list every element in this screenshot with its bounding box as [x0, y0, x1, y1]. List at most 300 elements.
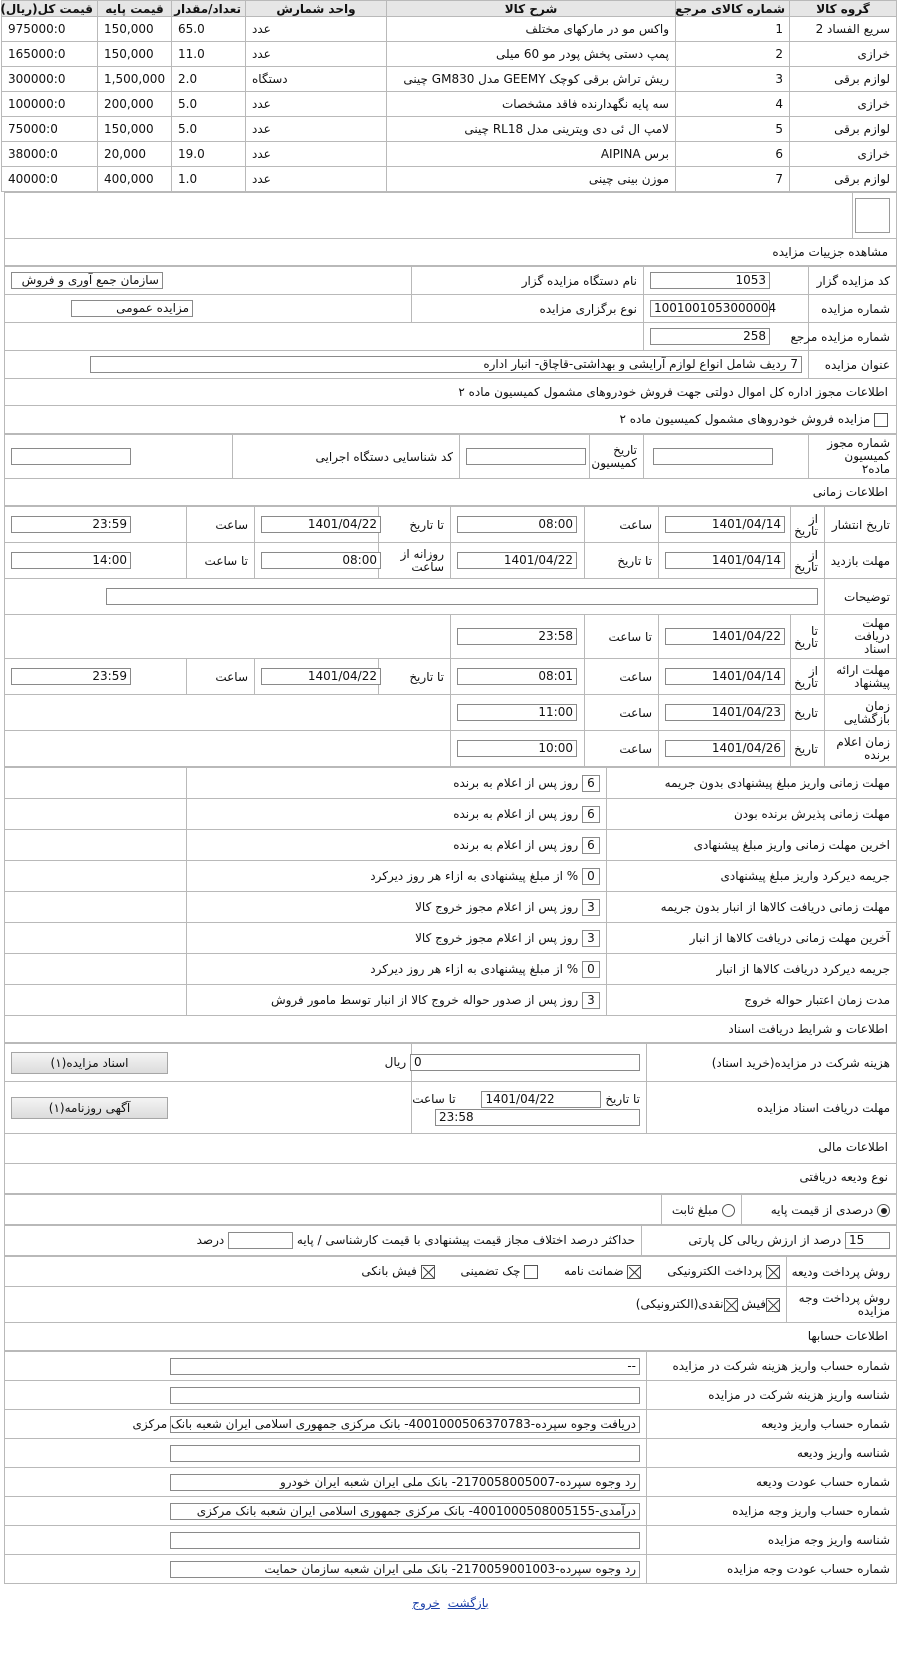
offer-hour-label: ساعت — [585, 659, 659, 695]
max-diff-text: حداکثر درصد اختلاف مجاز قیمت پیشنهادی با قیمت کارشناسی / پایه — [296, 1233, 635, 1247]
license-info: اطلاعات مجوز اداره کل اموال دولتی جهت فروش خودروهای مشمول کمیسیون ماده ۲ — [4, 379, 897, 406]
cell-base: 200,000 — [98, 92, 172, 117]
visit-to-hour-label: تا ساعت — [187, 543, 255, 579]
timing-title: اطلاعات زمانی — [4, 479, 897, 506]
visit-to-date[interactable]: 1401/04/22 — [457, 552, 577, 569]
cell-desc: سه پایه نگهدارنده فاقد مشخصات — [387, 92, 676, 117]
commission-date-cell — [460, 435, 590, 479]
doc-deadline2-label: مهلت دریافت اسناد مزایده — [647, 1082, 897, 1134]
subject-field-cell — [5, 351, 809, 379]
fee-field[interactable]: 0 — [410, 1054, 640, 1071]
winner-label: زمان اعلام برنده — [825, 731, 897, 767]
table-row — [2, 92, 897, 117]
visit-from-label: از تاریخ — [791, 543, 825, 579]
table-row — [2, 142, 897, 167]
account-row — [5, 1352, 897, 1381]
cell-unit: عدد — [246, 92, 387, 117]
period-value-cell — [187, 923, 607, 954]
accounts-grid — [4, 1351, 897, 1584]
visit-from-date-cell — [659, 543, 791, 579]
period-value[interactable]: 3 — [582, 930, 600, 947]
cell-total: 300000:0 — [2, 67, 98, 92]
pay-guarantee-checkbox[interactable] — [627, 1265, 641, 1279]
cell-total: 75000:0 — [2, 117, 98, 142]
doc-deadline2-time[interactable]: 23:58 — [435, 1109, 640, 1126]
timing-desc-label: توضیحات — [825, 579, 897, 615]
pay-cheque-label: چک تضمینی — [460, 1264, 521, 1279]
cell-ref: 7 — [676, 167, 790, 192]
table-row — [2, 117, 897, 142]
period-value-cell — [187, 985, 607, 1016]
period-value[interactable]: 0 — [582, 961, 600, 978]
visit-to-label: تا تاریخ — [585, 543, 659, 579]
cell-group: خرازی — [790, 92, 897, 117]
account-value[interactable]: -- — [170, 1358, 640, 1375]
details-title: مشاهده جزییات مزایده — [4, 239, 897, 266]
offer-to-label: تا تاریخ — [379, 659, 451, 695]
winner-date-cell — [659, 731, 791, 767]
cell-group: خرازی — [790, 142, 897, 167]
deposit-spacer — [5, 1195, 662, 1225]
account-row — [5, 1439, 897, 1468]
period-spacer — [5, 985, 187, 1016]
cell-total: 100000:0 — [2, 92, 98, 117]
offer-to-hour-label: ساعت — [187, 659, 255, 695]
visit-from-time[interactable]: 08:00 — [261, 552, 381, 569]
table-row — [2, 42, 897, 67]
pay-slip-label: فیش بانکی — [361, 1264, 417, 1279]
offer-from-time[interactable]: 08:01 — [457, 668, 577, 685]
account-value-cell — [5, 1410, 647, 1439]
period-suffix: % از مبلغ پیشنهادی به ازاء هر روز دیرکرد — [370, 961, 579, 976]
auction-pay-slip-checkbox[interactable] — [766, 1298, 780, 1312]
period-label: مهلت زمانی دریافت کالاها از انبار بدون جریمه — [607, 892, 897, 923]
code-field[interactable]: 1053 — [650, 272, 770, 289]
period-suffix: روز پس از اعلام به برنده — [453, 775, 579, 790]
auction-pay-cash-label: نقدی(الکترونیکی) — [635, 1297, 724, 1312]
ref-row-spacer — [5, 323, 644, 351]
publish-to-date[interactable]: 1401/04/22 — [261, 516, 381, 533]
auction-pay-cell — [5, 1287, 787, 1323]
doc-deadline-date-cell — [659, 615, 791, 659]
account-label: شماره حساب عودت وجه مزایده — [647, 1555, 897, 1584]
timing-grid — [4, 506, 897, 767]
cell-qty: 19.0 — [172, 142, 246, 167]
exec-id-field[interactable] — [11, 448, 131, 465]
finance-title: اطلاعات مالی — [4, 1134, 897, 1164]
auction-type-field[interactable]: مزایده عمومی — [71, 300, 193, 317]
account-value[interactable]: رد وجوه سپرده-2170059001003- بانک ملی ایران شعبه سازمان حمایت — [170, 1561, 640, 1578]
vehicle-checkbox-label: مزایده فروش خودروهای مشمول کمیسیون ماده ۲ — [619, 412, 871, 426]
deposit-type-label: نوع ودیعه دریافتی — [4, 1164, 897, 1194]
opening-hour-label: ساعت — [585, 695, 659, 731]
winner-date[interactable]: 1401/04/26 — [665, 740, 785, 757]
opening-time[interactable]: 11:00 — [457, 704, 577, 721]
opening-date-label: تاریخ — [791, 695, 825, 731]
period-value-cell — [187, 768, 607, 799]
cell-group: خرازی — [790, 42, 897, 67]
opening-spacer — [5, 695, 451, 731]
pay-electronic-checkbox[interactable] — [766, 1265, 780, 1279]
col-header-group: گروه کالا — [790, 1, 897, 17]
percent-option-cell — [742, 1195, 897, 1225]
pay-electronic-label: پرداخت الکترونیکی — [667, 1264, 763, 1279]
cell-qty: 1.0 — [172, 167, 246, 192]
period-spacer — [5, 861, 187, 892]
number-label: شماره مزایده — [809, 295, 897, 323]
cell-base: 20,000 — [98, 142, 172, 167]
publish-label: تاریخ انتشار — [825, 507, 897, 543]
visit-to-time-cell — [5, 543, 187, 579]
visit-to-time[interactable]: 14:00 — [11, 552, 131, 569]
table-row — [2, 67, 897, 92]
cell-base: 150,000 — [98, 17, 172, 42]
docs-button-cell — [5, 1044, 412, 1082]
license-grid — [4, 434, 897, 479]
account-row — [5, 1497, 897, 1526]
doc-deadline2-cell — [412, 1082, 647, 1134]
cell-base: 1,500,000 — [98, 67, 172, 92]
account-row — [5, 1555, 897, 1584]
period-suffix: روز پس از اعلام مجوز خروج کالا — [415, 930, 579, 945]
period-label: مهلت زمانی پذیرش برنده بودن — [607, 799, 897, 830]
code-label: کد مزایده گزار — [809, 267, 897, 295]
opening-label: زمان بازگشایی — [825, 695, 897, 731]
fixed-radio[interactable] — [722, 1204, 735, 1217]
table-row — [2, 17, 897, 42]
cell-base: 150,000 — [98, 42, 172, 67]
period-spacer — [5, 923, 187, 954]
ad-button-cell — [5, 1082, 412, 1134]
account-row — [5, 1468, 897, 1497]
license-no-field[interactable] — [653, 448, 773, 465]
col-header-total: قیمت کل(ریال) — [2, 1, 98, 17]
cell-qty: 2.0 — [172, 67, 246, 92]
period-value-cell — [187, 799, 607, 830]
auction-pay-cash-checkbox[interactable] — [724, 1298, 738, 1312]
winner-time-cell — [451, 731, 585, 767]
cell-total: 40000:0 — [2, 167, 98, 192]
doc-deadline-date[interactable]: 1401/04/22 — [665, 628, 785, 645]
account-row — [5, 1526, 897, 1555]
period-row — [5, 861, 897, 892]
visit-to-date-cell — [451, 543, 585, 579]
cell-ref: 2 — [676, 42, 790, 67]
cell-base: 150,000 — [98, 117, 172, 142]
publish-hour-label: ساعت — [585, 507, 659, 543]
offer-to-date-cell — [255, 659, 379, 695]
account-value[interactable]: رد وجوه سپرده-2170058005007- بانک ملی ایران شعبه ایران خودرو — [170, 1474, 640, 1491]
period-row — [5, 768, 897, 799]
cell-total: 38000:0 — [2, 142, 98, 167]
account-value[interactable] — [170, 1387, 640, 1404]
footer-links — [4, 1584, 897, 1622]
max-diff-field[interactable] — [228, 1232, 293, 1249]
items-table — [1, 0, 897, 192]
account-value-cell — [5, 1555, 647, 1584]
timing-desc-field[interactable] — [106, 588, 818, 605]
pay-cheque-checkbox[interactable] — [524, 1265, 538, 1279]
visit-label: مهلت بازدید — [825, 543, 897, 579]
vehicle-row — [4, 406, 897, 434]
cell-desc: پمپ دستی پخش پودر مو 60 میلی — [387, 42, 676, 67]
doc-deadline2-date[interactable]: 1401/04/22 — [481, 1091, 601, 1108]
period-label: مدت زمان اعتبار حواله خروج — [607, 985, 897, 1016]
docs-grid — [4, 1043, 897, 1134]
license-no-label: شماره مجوز کمیسیون ماده۲ — [809, 435, 897, 479]
account-label: شماره حساب واریز وجه مزایده — [647, 1497, 897, 1526]
auction-pay-label: روش پرداخت وجه مزایده — [787, 1287, 897, 1323]
item-image-cell — [853, 193, 897, 239]
account-value-cell — [5, 1468, 647, 1497]
percent-text: درصد از ارزش ریالی کل پارتی — [688, 1233, 842, 1247]
timing-desc-cell — [5, 579, 825, 615]
cell-ref: 5 — [676, 117, 790, 142]
auction-pay-slip-label: فیش — [741, 1297, 766, 1312]
account-value[interactable] — [170, 1445, 640, 1462]
table-row — [2, 167, 897, 192]
cell-base: 400,000 — [98, 167, 172, 192]
account-label: شناسه واریز هزینه شرکت در مزایده — [647, 1381, 897, 1410]
winner-spacer — [5, 731, 451, 767]
offer-from-time-cell — [451, 659, 585, 695]
offer-to-time-cell — [5, 659, 187, 695]
ref-label: شماره مزایده مرجع — [809, 323, 897, 351]
visit-from-date[interactable]: 1401/04/14 — [665, 552, 785, 569]
auction-number-field[interactable]: 1001001053000004 — [650, 300, 770, 317]
account-label: شماره حساب عودت ودیعه — [647, 1468, 897, 1497]
account-value[interactable] — [170, 1532, 640, 1549]
fixed-option-label: مبلغ ثابت — [671, 1202, 719, 1217]
docs-title: اطلاعات و شرایط دریافت اسناد — [4, 1016, 897, 1043]
period-value[interactable]: 6 — [582, 837, 600, 854]
account-value[interactable]: درآمدی-4001000508005155- بانک مرکزی جمهوری اسلامی ایران شعبه بانک مرکزی — [170, 1503, 640, 1520]
code-field-cell — [644, 267, 809, 295]
period-label: جریمه دیرکرد واریز مبلغ پیشنهادی — [607, 861, 897, 892]
cell-group: سریع الفساد 2 — [790, 17, 897, 42]
publish-to-date-cell — [255, 507, 379, 543]
period-suffix: % از مبلغ پیشنهادی به ازاء هر روز دیرکرد — [370, 868, 579, 883]
periods-grid — [4, 767, 897, 1016]
fee-cell — [384, 1044, 647, 1082]
account-label: شماره حساب واریز ودیعه — [647, 1410, 897, 1439]
period-suffix: روز پس از صدور حواله خروج کالا از انبار توسط مامور فروش — [270, 992, 579, 1007]
period-label: جریمه دیرکرد دریافت کالاها از انبار — [607, 954, 897, 985]
newspaper-ad-button[interactable]: آگهی روزنامه(۱) — [11, 1097, 168, 1119]
cell-group: لوازم برقی — [790, 167, 897, 192]
period-row — [5, 830, 897, 861]
cell-ref: 3 — [676, 67, 790, 92]
commission-date-label: تاریخ کمیسیون — [590, 435, 644, 479]
period-label: مهلت زمانی واریز مبلغ پیشنهادی بدون جریمه — [607, 768, 897, 799]
doc-deadline2-to-hour-label: تا ساعت — [412, 1091, 456, 1106]
cell-desc: ریش تراش برقی کوچک GEEMY مدل GM830 چینی — [387, 67, 676, 92]
cell-unit: عدد — [246, 17, 387, 42]
exec-id-label: کد شناسایی دستگاه اجرایی — [233, 435, 460, 479]
cell-qty: 65.0 — [172, 17, 246, 42]
org-field[interactable]: سازمان جمع آوری و فروش — [11, 272, 163, 289]
visit-daily-label: روزانه از ساعت — [379, 543, 451, 579]
col-header-base: قیمت پایه — [98, 1, 172, 17]
cell-qty: 5.0 — [172, 92, 246, 117]
auction-docs-button[interactable]: اسناد مزایده(۱) — [11, 1052, 168, 1074]
cell-desc: برس AIPINA — [387, 142, 676, 167]
cell-ref: 4 — [676, 92, 790, 117]
col-header-unit: واحد شمارش — [246, 1, 387, 17]
subject-field[interactable]: 7 ردیف شامل انواع لوازم آرایشی و بهداشتی-قاچاق- انبار اداره — [90, 356, 802, 373]
period-suffix: روز پس از اعلام به برنده — [453, 806, 579, 821]
doc-deadline-time-cell — [451, 615, 585, 659]
period-value[interactable]: 3 — [582, 899, 600, 916]
doc-deadline-time[interactable]: 23:58 — [457, 628, 577, 645]
publish-from-label: از تاریخ — [791, 507, 825, 543]
period-value-cell — [187, 830, 607, 861]
period-row — [5, 954, 897, 985]
winner-time[interactable]: 10:00 — [457, 740, 577, 757]
type-label: نوع برگزاری مزایده — [412, 295, 644, 323]
publish-to-time-cell — [5, 507, 187, 543]
period-suffix: روز پس از اعلام به برنده — [453, 837, 579, 852]
period-value[interactable]: 6 — [582, 775, 600, 792]
period-label: آخرین مهلت زمانی دریافت کالاها از انبار — [607, 923, 897, 954]
offer-label: مهلت ارائه پیشنهاد — [825, 659, 897, 695]
opening-date[interactable]: 1401/04/23 — [665, 704, 785, 721]
percent-cell — [642, 1226, 897, 1256]
offer-from-date-cell — [659, 659, 791, 695]
period-row — [5, 892, 897, 923]
period-suffix: روز پس از اعلام مجوز خروج کالا — [415, 899, 579, 914]
cell-desc: موزن بینی چینی — [387, 167, 676, 192]
max-diff-unit: درصد — [196, 1233, 225, 1247]
period-value-cell — [187, 861, 607, 892]
doc-deadline-label: مهلت دریافت اسناد — [825, 615, 897, 659]
period-value[interactable]: 6 — [582, 806, 600, 823]
account-value-cell — [5, 1439, 647, 1468]
period-spacer — [5, 954, 187, 985]
exit-link[interactable]: خروج — [412, 1596, 440, 1610]
period-spacer — [5, 768, 187, 799]
opening-time-cell — [451, 695, 585, 731]
doc-deadline-to-label: تا تاریخ — [791, 615, 825, 659]
doc-deadline-hour-label: تا ساعت — [585, 615, 659, 659]
period-label: اخرین مهلت زمانی واریز مبلغ پیشنهادی — [607, 830, 897, 861]
org-field-cell — [5, 267, 412, 295]
account-row — [5, 1410, 897, 1439]
subject-label: عنوان مزایده — [809, 351, 897, 379]
back-link[interactable]: بازگشت — [447, 1596, 489, 1610]
pay-guarantee-label: ضمانت نامه — [564, 1264, 624, 1279]
cell-unit: عدد — [246, 42, 387, 67]
fee-unit: ریال — [384, 1055, 407, 1069]
fee-label: هزینه شرکت در مزایده(خرید اسناد) — [647, 1044, 897, 1082]
percent-option-label: درصدی از قیمت پایه — [770, 1202, 874, 1217]
commission-date-field[interactable] — [466, 448, 586, 465]
percent-radio[interactable] — [877, 1204, 890, 1217]
cell-qty: 5.0 — [172, 117, 246, 142]
offer-to-date[interactable]: 1401/04/22 — [261, 668, 381, 685]
image-row-spacer — [5, 193, 853, 239]
cell-group: لوازم برقی — [790, 67, 897, 92]
max-diff-cell — [5, 1226, 642, 1256]
offer-from-label: از تاریخ — [791, 659, 825, 695]
image-row — [4, 192, 897, 239]
cell-qty: 11.0 — [172, 42, 246, 67]
cell-total: 165000:0 — [2, 42, 98, 67]
publish-from-time-cell — [451, 507, 585, 543]
period-value[interactable]: 0 — [582, 868, 600, 885]
ref-number-field[interactable]: 258 — [650, 328, 770, 345]
pay-method-label: روش پرداخت ودیعه — [787, 1257, 897, 1287]
cell-ref: 1 — [676, 17, 790, 42]
publish-from-date[interactable]: 1401/04/14 — [665, 516, 785, 533]
account-value-cell — [5, 1381, 647, 1410]
period-value[interactable]: 3 — [582, 992, 600, 1009]
account-value-cell — [5, 1526, 647, 1555]
account-label: شماره حساب واریز هزینه شرکت در مزایده — [647, 1352, 897, 1381]
account-value[interactable]: دریافت وجوه سپرده-4001000506370783- بانک مرکزی جمهوری اسلامی ایران شعبه بانک مرکزی — [170, 1416, 640, 1433]
cell-desc: واکس مو در مارکهای مختلف — [387, 17, 676, 42]
vehicle-checkbox[interactable] — [874, 413, 888, 427]
percent-field[interactable]: 15 — [845, 1232, 890, 1249]
period-value-cell — [187, 954, 607, 985]
period-spacer — [5, 830, 187, 861]
accounts-title: اطلاعات حسابها — [4, 1323, 897, 1351]
cell-unit: عدد — [246, 167, 387, 192]
publish-to-hour-label: ساعت — [187, 507, 255, 543]
pay-methods-cell — [5, 1257, 787, 1287]
period-value-cell — [187, 892, 607, 923]
deposit-grid — [4, 1194, 897, 1225]
cell-desc: لامپ ال ئی دی ویترینی مدل RL18 چینی — [387, 117, 676, 142]
fixed-option-cell — [662, 1195, 742, 1225]
type-field-cell — [5, 295, 412, 323]
cell-unit: دستگاه — [246, 67, 387, 92]
doc-deadline2-to-date-label: تا تاریخ — [605, 1091, 640, 1106]
period-spacer — [5, 799, 187, 830]
ref-field-cell — [644, 323, 809, 351]
cell-unit: عدد — [246, 142, 387, 167]
cell-unit: عدد — [246, 117, 387, 142]
cell-total: 975000:0 — [2, 17, 98, 42]
col-header-ref: شماره کالای مرجع — [676, 1, 790, 17]
col-header-qty: تعداد/مقدار — [172, 1, 246, 17]
publish-to-time[interactable]: 23:59 — [11, 516, 131, 533]
publish-from-time[interactable]: 08:00 — [457, 516, 577, 533]
license-no-cell — [644, 435, 809, 479]
account-row — [5, 1381, 897, 1410]
doc-deadline-spacer — [5, 615, 451, 659]
col-header-desc: شرح کالا — [387, 1, 676, 17]
offer-from-date[interactable]: 1401/04/14 — [665, 668, 785, 685]
item-image-placeholder[interactable] — [855, 198, 890, 233]
cell-group: لوازم برقی — [790, 117, 897, 142]
period-row — [5, 985, 897, 1016]
cell-ref: 6 — [676, 142, 790, 167]
period-row — [5, 799, 897, 830]
pay-slip-checkbox[interactable] — [421, 1265, 435, 1279]
account-label: شناسه واریز وجه مزایده — [647, 1526, 897, 1555]
account-label: شناسه واریز ودیعه — [647, 1439, 897, 1468]
winner-hour-label: ساعت — [585, 731, 659, 767]
offer-to-time[interactable]: 23:59 — [11, 668, 131, 685]
items-header-row — [2, 1, 897, 17]
details-grid — [4, 266, 897, 379]
period-spacer — [5, 892, 187, 923]
exec-id-cell — [5, 435, 233, 479]
period-row — [5, 923, 897, 954]
number-field-cell — [644, 295, 809, 323]
org-label: نام دستگاه مزایده گزار — [412, 267, 644, 295]
